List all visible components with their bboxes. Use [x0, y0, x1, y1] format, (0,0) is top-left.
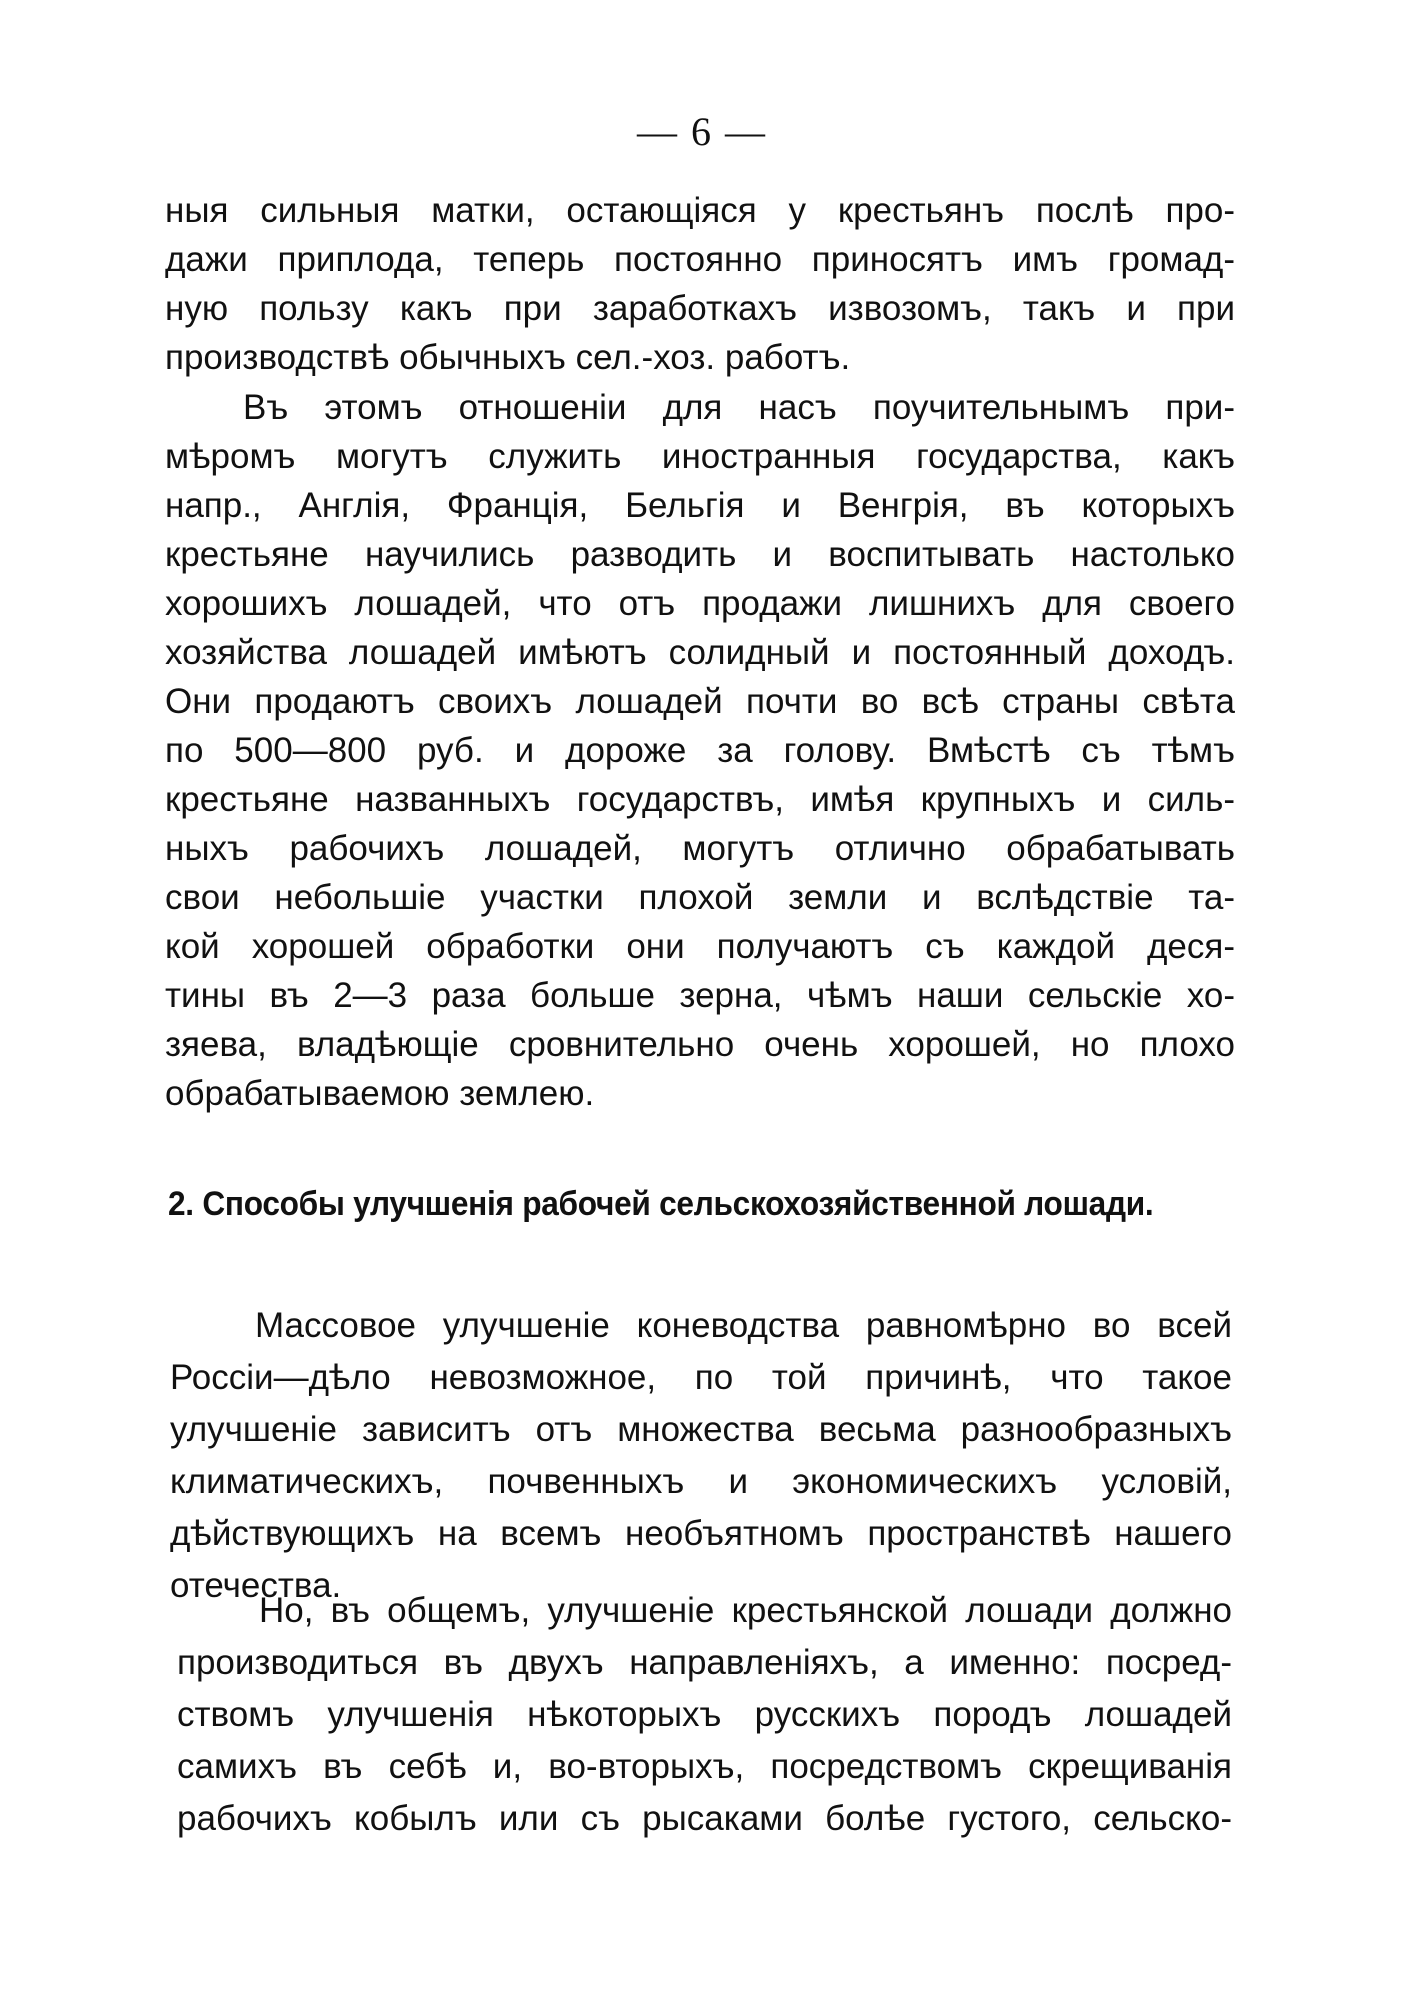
text-line: хозяйства лошадей имѣютъ солидный и постоянный доходъ.	[165, 633, 1235, 672]
paragraph	[177, 1585, 1232, 1845]
text-line: крестьяне названныхъ государствъ, имѣя крупныхъ и силь-	[165, 780, 1235, 819]
page-number: — 6 —	[637, 109, 767, 154]
text-line: мѣромъ могутъ служить иностранныя государства, какъ	[165, 437, 1235, 476]
text-line: зяева, владѣющіе сровнительно очень хорошей, но плохо	[165, 1025, 1235, 1064]
paragraph	[165, 186, 1235, 382]
text-line: ную пользу какъ при заработкахъ извозомъ, такъ и при	[165, 289, 1235, 328]
text-line: дажи приплода, теперь постоянно приносятъ имъ громад-	[165, 240, 1235, 279]
text-line: производствѣ обычныхъ сел.-хоз. работъ.	[165, 338, 851, 377]
paragraph	[170, 1300, 1232, 1612]
text-line: Массовое улучшеніе коневодства равномѣрно во всей	[255, 1306, 1232, 1345]
text-line: напр., Англія, Франція, Бельгія и Венгрія, въ которыхъ	[165, 486, 1235, 525]
text-line: производиться въ двухъ направленіяхъ, а именно: посред-	[177, 1643, 1232, 1682]
text-line: крестьяне научились разводить и воспитывать настолько	[165, 535, 1235, 574]
text-line: ствомъ улучшенія нѣкоторыхъ русскихъ породъ лошадей	[177, 1695, 1232, 1734]
text-line: ныя сильныя матки, остающіяся у крестьянъ послѣ про-	[165, 191, 1235, 230]
text-line: свои небольшіе участки плохой земли и вслѣдствіе та-	[165, 878, 1235, 917]
text-line: Въ этомъ отношеніи для насъ поучительнымъ при-	[243, 388, 1235, 427]
text-line: кой хорошей обработки они получаютъ съ каждой деся-	[165, 927, 1235, 966]
text-line: улучшеніе зависитъ отъ множества весьма разнообразныхъ	[170, 1410, 1232, 1449]
text-line: тины въ 2—3 раза больше зерна, чѣмъ наши сельскіе хо-	[165, 976, 1235, 1015]
text-line: Но, въ общемъ, улучшеніе крестьянской лошади должно	[259, 1591, 1232, 1630]
text-line: Они продаютъ своихъ лошадей почти во всѣ страны свѣта	[165, 682, 1235, 721]
text-line: самихъ въ себѣ и, во-вторыхъ, посредствомъ скрещиванія	[177, 1747, 1232, 1786]
text-line: рабочихъ кобылъ или съ рысаками болѣе густого, сельско-	[177, 1799, 1232, 1838]
text-line: хорошихъ лошадей, что отъ продажи лишнихъ для своего	[165, 584, 1235, 623]
text-line: отечества.	[170, 1566, 342, 1605]
text-line: Россіи—дѣло невозможное, по той причинѣ, что такое	[170, 1358, 1232, 1397]
text-line: дѣйствующихъ на всемъ необъятномъ пространствѣ нашего	[170, 1514, 1232, 1553]
text-line: обрабатываемою землею.	[165, 1074, 595, 1113]
text-line: по 500—800 руб. и дороже за голову. Вмѣстѣ съ тѣмъ	[165, 731, 1235, 770]
text-line: климатическихъ, почвенныхъ и экономическихъ условій,	[170, 1462, 1232, 1501]
text-line: ныхъ рабочихъ лошадей, могутъ отлично обрабатывать	[165, 829, 1235, 868]
section-heading: 2. Способы улучшенія рабочей сельскохозяйственной лошади.	[168, 1185, 1154, 1223]
paragraph	[165, 383, 1235, 1118]
